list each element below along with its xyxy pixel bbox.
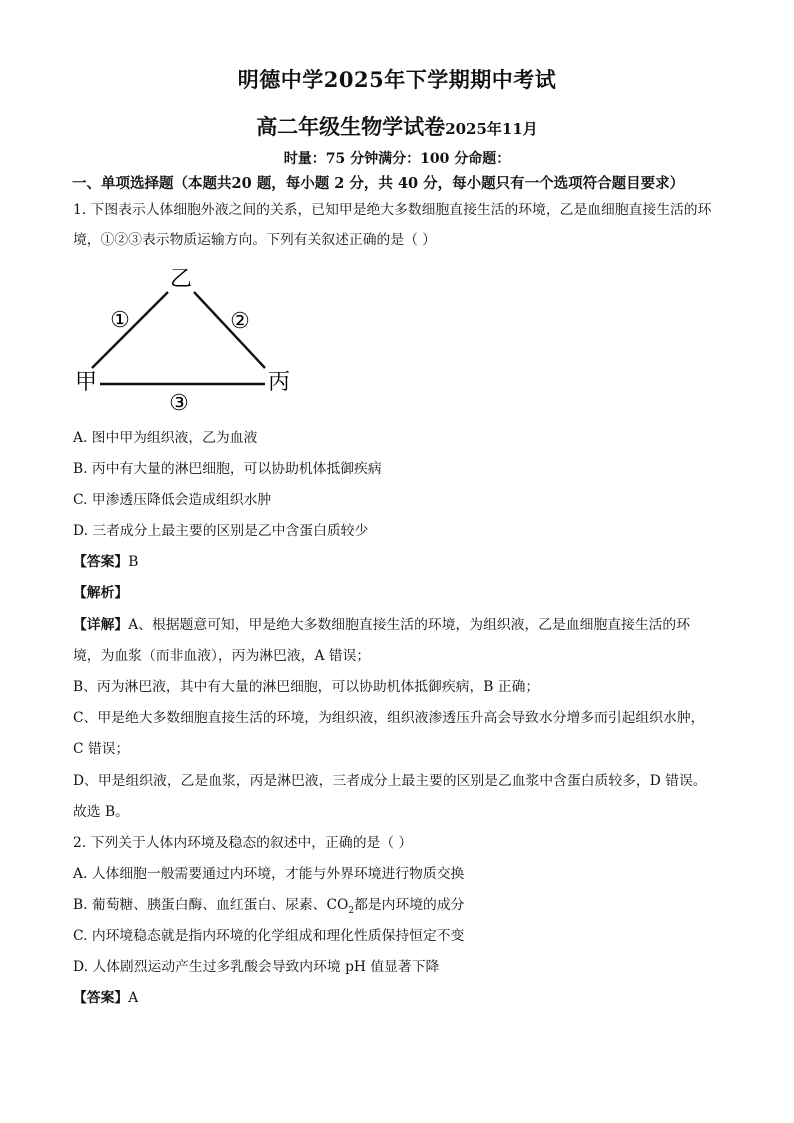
exam-date: 2025年11月 xyxy=(445,120,538,138)
q1-option-d: D. 三者成分上最主要的区别是乙中含蛋白质较少 xyxy=(73,523,369,539)
node-left: 甲 xyxy=(74,370,98,395)
q2-stem: 2. 下列关于人体内环境及稳态的叙述中，正确的是（ ） xyxy=(73,835,413,851)
q1-detail-line-5: C 错误； xyxy=(73,741,130,757)
q1-stem-line-2: 境，①②③表示物质运输方向。下列有关叙述正确的是（ ） xyxy=(73,232,437,248)
school-exam-title: 明德中学2025年下学期期中考试 xyxy=(237,67,557,92)
answer-tag: 【答案】 xyxy=(73,554,129,570)
q1-stem-line-1: 1. 下图表示人体细胞外液之间的关系，已知甲是绝大多数细胞直接生活的环境，乙是血细胞直接生活的环 xyxy=(73,202,712,218)
q1-detail-line-3: B、丙为淋巴液，其中有大量的淋巴细胞，可以协助机体抵御疾病，B 正确； xyxy=(73,679,540,695)
section-heading: 一、单项选择题（本题共20 题，每小题 2 分，共 40 分，每小题只有一个选项符合题目要求） xyxy=(72,175,685,192)
q1-detail-line-2: 境，为血浆（而非血液），丙为淋巴液，A 错误； xyxy=(73,648,371,664)
edge-label-3: ③ xyxy=(169,391,189,416)
edge-label-1: ① xyxy=(110,308,130,333)
option-b-text: B. 葡萄糖、胰蛋白酶、血红蛋白、尿素、CO xyxy=(73,897,349,913)
q1-detail-line-4: C、甲是绝大多数细胞直接生活的环境，为组织液，组织液渗透压升高会导致水分增多而引起组织水肿， xyxy=(73,710,705,726)
q1-answer xyxy=(73,552,138,572)
detail-text: A、根据题意可知，甲是绝大多数细胞直接生活的环境，为组织液，乙是血细胞直接生活的环 xyxy=(128,617,691,633)
node-top: 乙 xyxy=(169,267,193,292)
q1-option-a: A. 图中甲为组织液，乙为血液 xyxy=(73,430,258,446)
exam-subject-title xyxy=(0,111,794,141)
answer-value: A xyxy=(128,990,139,1006)
q1-detail-line-1 xyxy=(73,615,690,635)
q2-answer xyxy=(73,988,138,1008)
answer-value: B xyxy=(128,554,139,570)
q1-detail-line-7: 故选 B。 xyxy=(73,804,129,820)
detail-tag: 【详解】 xyxy=(73,617,129,633)
q1-option-b: B. 丙中有大量的淋巴细胞，可以协助机体抵御疾病 xyxy=(73,461,382,477)
q1-analysis-tag xyxy=(73,583,128,603)
exam-subject: 高二年级生物学试卷 xyxy=(256,114,446,139)
edge-left xyxy=(92,292,168,368)
q2-option-c: C. 内环境稳态就是指内环境的化学组成和理化性质保持恒定不变 xyxy=(73,928,465,944)
option-b-text-end: 都是内环境的成分 xyxy=(354,897,465,913)
q1-option-c: C. 甲渗透压降低会造成组织水肿 xyxy=(73,492,272,508)
fluid-relationship-diagram xyxy=(60,255,320,420)
edge-label-2: ② xyxy=(230,309,250,334)
q2-option-d: D. 人体剧烈运动产生过多乳酸会导致内环境 pH 值显著下降 xyxy=(73,959,440,975)
q2-option-a: A. 人体细胞一般需要通过内环境，才能与外界环境进行物质交换 xyxy=(73,866,465,882)
analysis-tag: 【解析】 xyxy=(73,585,129,601)
answer-tag: 【答案】 xyxy=(73,990,129,1006)
q1-detail-line-6: D、甲是组织液，乙是血浆，丙是淋巴液，三者成分上最主要的区别是乙血浆中含蛋白质较多，D 错误。 xyxy=(73,773,707,789)
q2-option-b xyxy=(73,895,464,915)
node-right: 丙 xyxy=(267,370,291,395)
co2-subscript: 2 xyxy=(348,905,355,916)
exam-meta: 时量：75 分钟满分：100 分命题： xyxy=(283,151,511,167)
